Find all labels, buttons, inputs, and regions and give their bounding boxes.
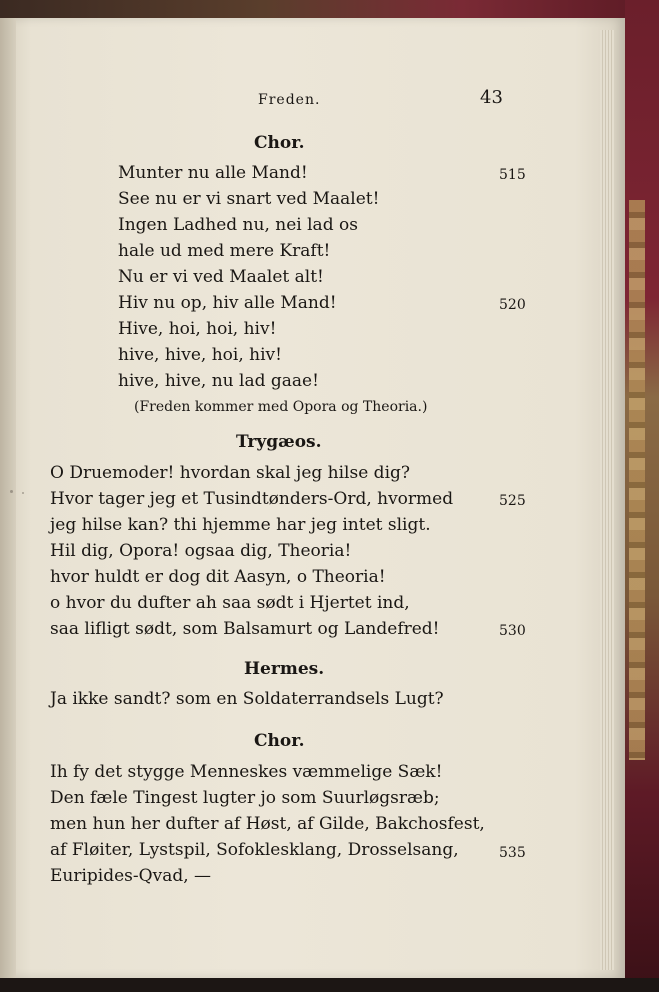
verse-line: See nu er vi snart ved Maalet!: [118, 189, 380, 209]
page-number: 43: [480, 87, 503, 108]
line-number: 520: [499, 297, 526, 313]
verse-line: Den fæle Tingest lugter jo som Suurløgsræb;: [50, 788, 440, 808]
book-cover-bottom: [0, 978, 659, 992]
verse-line: O Druemoder! hvordan skal jeg hilse dig?: [50, 463, 410, 483]
verse-line: af Fløiter, Lystspil, Sofoklesklang, Drosselsang,: [50, 840, 459, 860]
verse-line: o hvor du dufter ah saa sødt i Hjertet ind,: [50, 593, 410, 613]
speaker-trygaeos: Trygæos.: [236, 432, 322, 452]
verse-line: saa lifligt sødt, som Balsamurt og Landefred!: [50, 619, 440, 639]
verse-line: Hvor tager jeg et Tusindtønders-Ord, hvormed: [50, 489, 454, 509]
line-number: 530: [499, 623, 526, 639]
verse-line: Hiv nu op, hiv alle Mand!: [118, 293, 337, 313]
page-stack-edge: [600, 30, 614, 970]
verse-line: Hive, hoi, hoi, hiv!: [118, 319, 277, 339]
verse-line: men hun her dufter af Høst, af Gilde, Bakchosfest,: [50, 814, 485, 834]
page-gutter: [0, 18, 16, 978]
speaker-chor: Chor.: [254, 731, 305, 751]
speaker-hermes: Hermes.: [244, 659, 325, 679]
verse-line: Ja ikke sandt? som en Soldaterrandsels Lugt?: [50, 689, 444, 709]
verse-line: Nu er vi ved Maalet alt!: [118, 267, 324, 287]
line-number: 535: [499, 845, 526, 861]
book-cover-spine: [625, 0, 659, 992]
verse-line: hale ud med mere Kraft!: [118, 241, 331, 261]
paper-speck: [10, 490, 13, 493]
verse-line: Ingen Ladhed nu, nei lad os: [118, 215, 358, 235]
line-number: 525: [499, 493, 526, 509]
verse-line: Hil dig, Opora! ogsaa dig, Theoria!: [50, 541, 352, 561]
speaker-chor: Chor.: [254, 133, 305, 153]
stage-direction: (Freden kommer med Opora og Theoria.): [134, 399, 428, 415]
verse-line: hive, hive, nu lad gaae!: [118, 371, 319, 391]
paper-speck: [22, 492, 24, 494]
verse-line: hvor huldt er dog dit Aasyn, o Theoria!: [50, 567, 386, 587]
verse-line: Euripides-Qvad, —: [50, 866, 212, 886]
verse-line: hive, hive, hoi, hiv!: [118, 345, 282, 365]
verse-line: Ih fy det stygge Menneskes væmmelige Sæk!: [50, 762, 443, 782]
running-head: Freden.: [258, 92, 321, 108]
verse-line: Munter nu alle Mand!: [118, 163, 308, 183]
verse-line: jeg hilse kan? thi hjemme har jeg intet sligt.: [50, 515, 431, 535]
gilt-page-edges: [629, 200, 645, 760]
line-number: 515: [499, 167, 526, 183]
book-cover-top: [0, 0, 659, 18]
